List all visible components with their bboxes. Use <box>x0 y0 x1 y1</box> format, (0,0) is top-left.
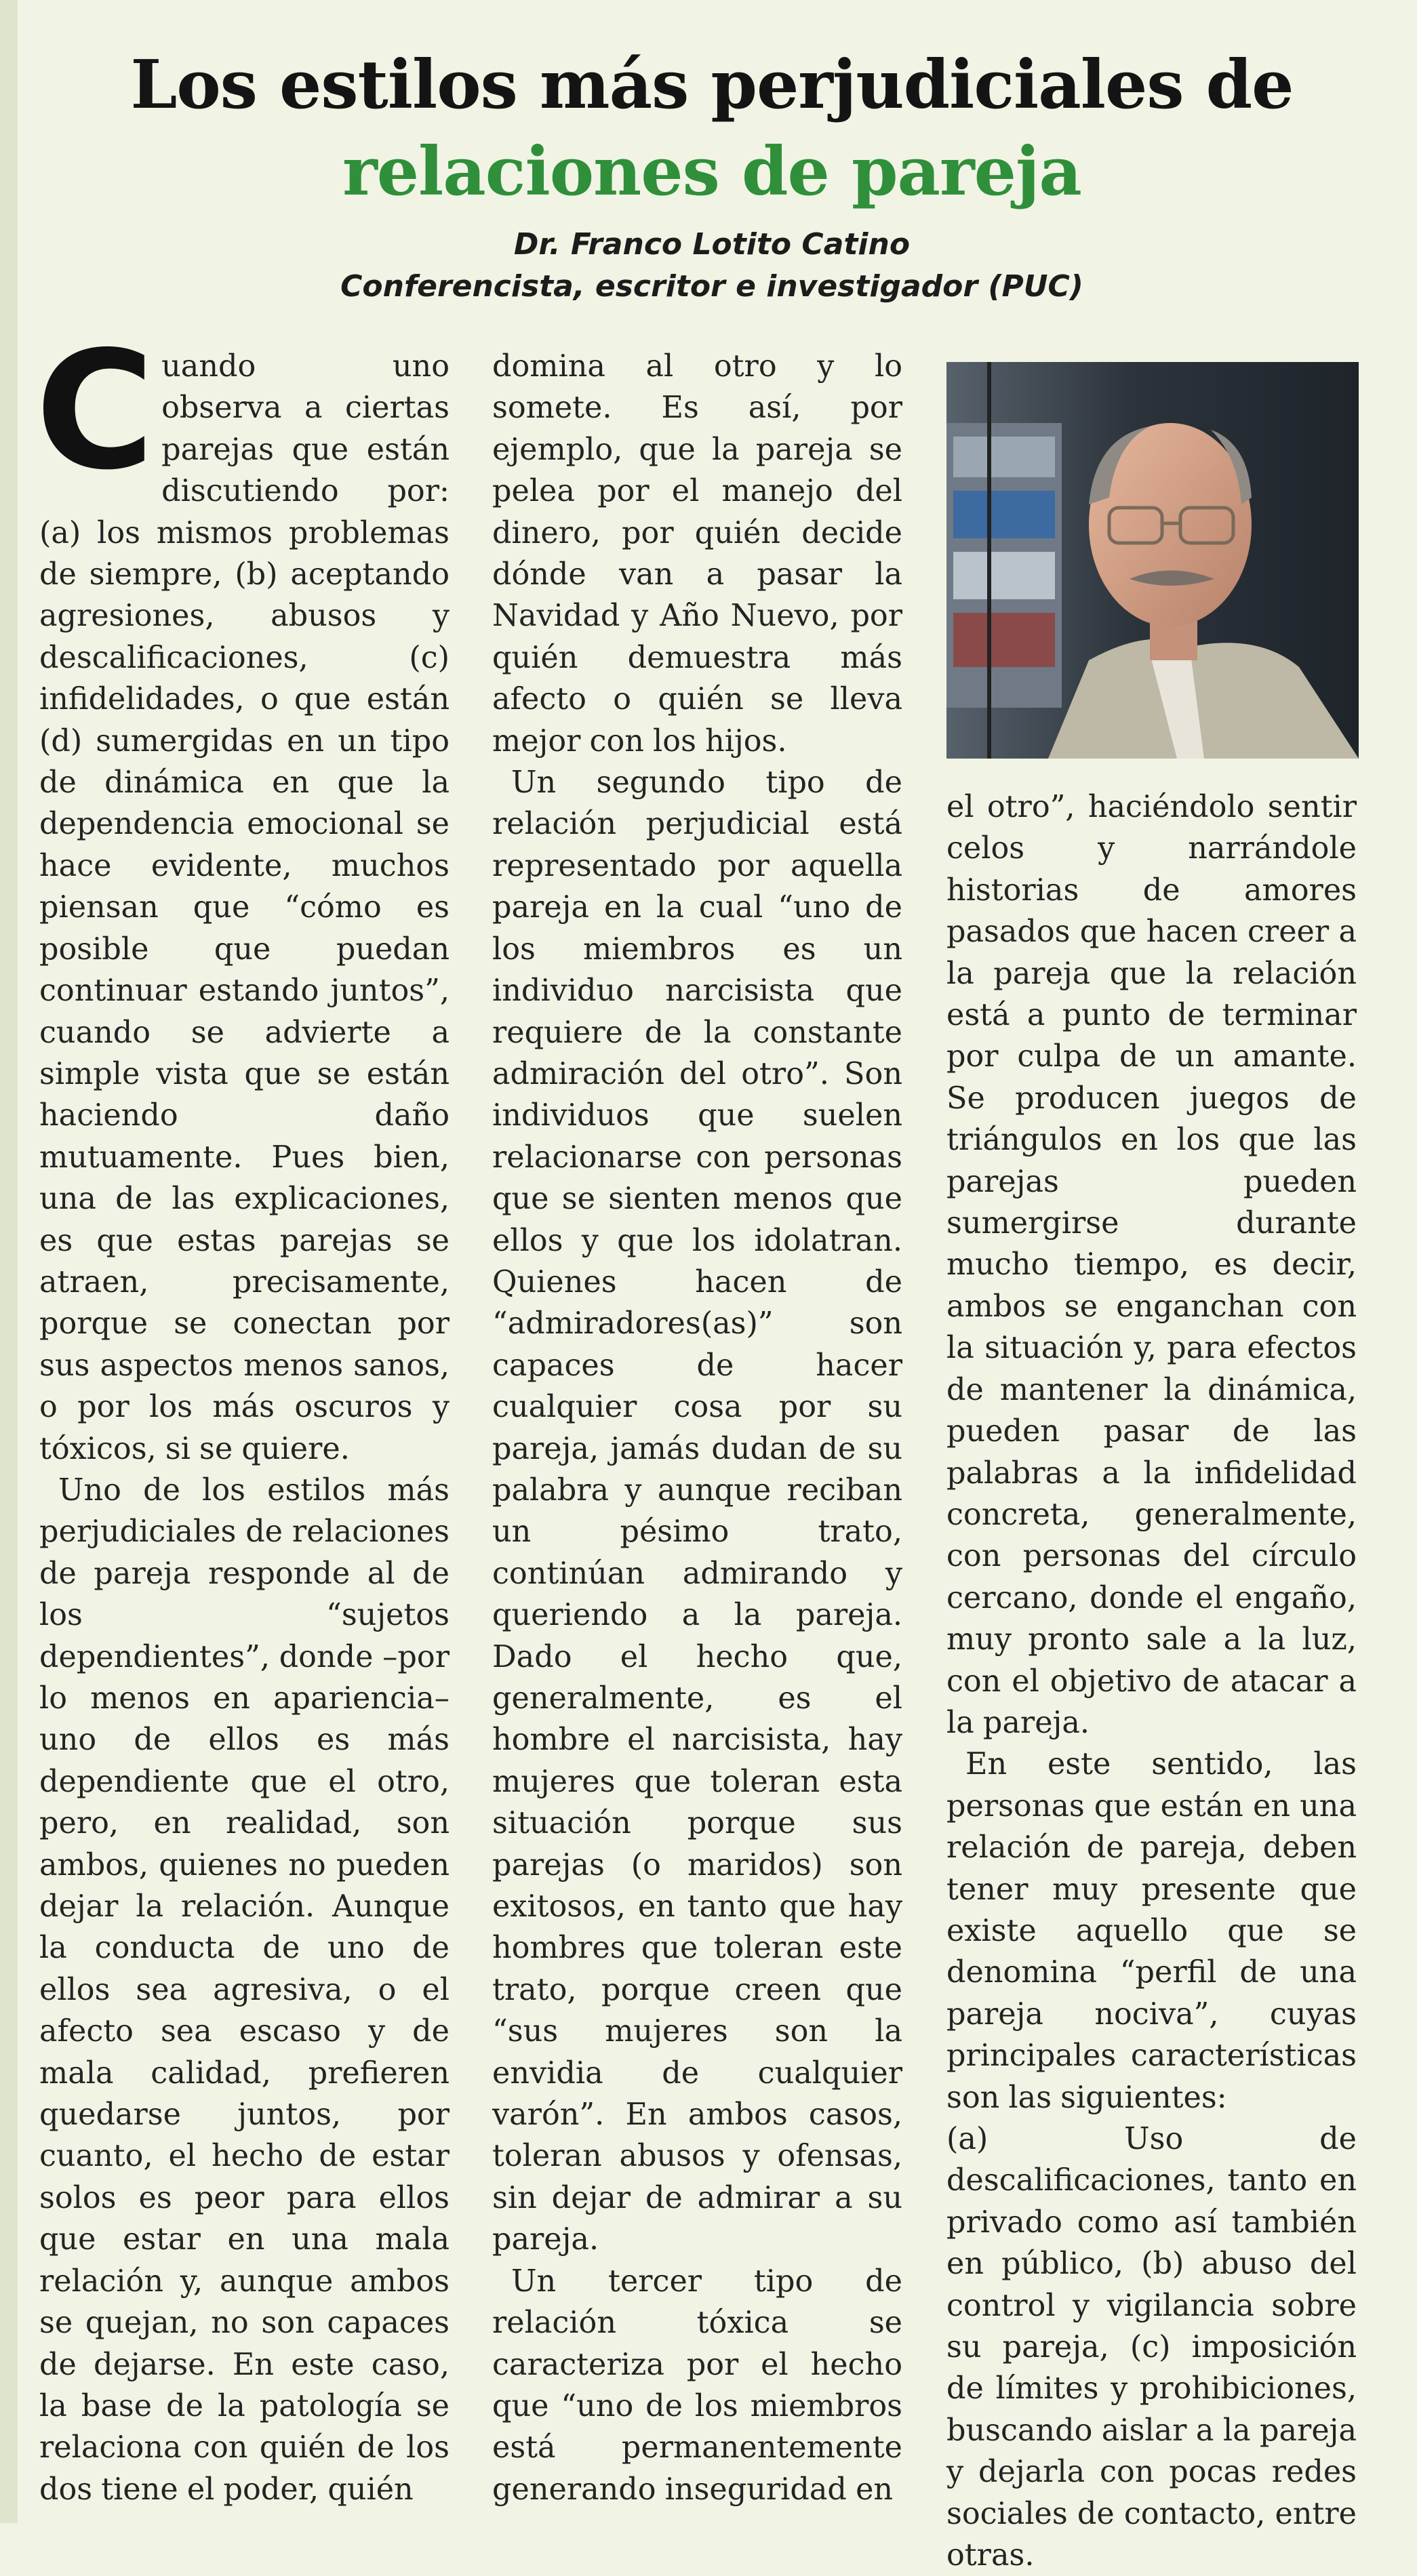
paragraph: Un segundo tipo de relación perjudicial está representado por aquella pareja en la cual “uno de los miembros es un individuo narcisista que requiere de la constante admiración del otro”. Son individuos que suelen relacionarse con personas que se sienten menos que ellos y que los idolatran. Quienes hacen de “admiradores(as)” son capaces de hacer cualquier cosa por su pareja, jamás dudan de su palabra y aunque reciban un pésimo trato, continúan admirando y queriendo a la pareja. Dado el hecho que, generalmente, es el hombre el narcisista, hay mujeres que toleran esta situación porque sus parejas (o maridos) son exitosos, en tanto que hay hombres que toleran este trato, porque creen que “sus mujeres son la envidia de cualquier varón”. En ambos casos, toleran abusos y ofensas, sin dejar de admirar a su pareja. <box>492 765 902 2257</box>
headline-line-2: relaciones de pareja <box>342 133 1081 211</box>
paragraph: el otro”, haciéndolo sentir celos y narrándole historias de amores pasados que hacen creer a la pareja que la relación está a punto de terminar por culpa de un amante. Se producen juegos de triángulos en los que las parejas pueden sumergirse durante mucho tiempo, es decir, ambos se enganchan con la situación y, para efectos de mantener la dinámica, pueden pasar de las palabras a la infidelidad concreta, generalmente, con personas del círculo cercano, donde el engaño, muy pronto sale a la luz, con el objetivo de atacar a la pareja. <box>946 790 1357 1740</box>
drop-cap: C <box>35 316 155 506</box>
author-name: Dr. Franco Lotito Catino <box>513 227 911 262</box>
paragraph: En este sentido, las personas que están en una relación de pareja, deben tener muy presente que existe aquello que se denomina “perfil de una pareja nociva”, cuyas principales características son las siguientes: <box>946 1747 1357 2115</box>
paragraph: Un tercer tipo de relación tóxica se caracteriza por el hecho que “uno de los miembros está permanentemente generando inseguridad en <box>492 2263 902 2507</box>
paragraph-text: uando uno observa a ciertas parejas que están discutiendo por: (a) los mismos problemas de siempre, (b) aceptando agresiones, abusos y descalificaciones, (c) infidelidades, o que están (d) sumergidas en un tipo de dinámica en que la dependencia emocional se hace evidente, muchos piensan que “cómo es posible que puedan continuar estando juntos”, cuando se advierte a simple vista que se están haciendo daño mutuamente. Pues bien, una de las explicaciones, es que estas parejas se atraen, precisamente, porque se conectan por sus aspectos menos sanos, o por los más oscuros y tóxicos, si se quiere. <box>39 349 450 1466</box>
page-edge-margin <box>0 0 18 2523</box>
paragraph <box>35 316 450 1470</box>
paragraph: (a) Uso de descalificaciones, tanto en privado como así también en público, (b) abuso del control y vigilancia sobre su pareja, (c) imposición de límites y prohibiciones, buscando aislar a la pareja y dejarla con pocas redes sociales de contacto, entre otras. <box>946 2122 1357 2573</box>
article-column-3 <box>946 786 1357 2576</box>
paragraph: Uno de los estilos más perjudiciales de relaciones de pareja responde al de los “sujetos dependientes”, donde –por lo menos en apariencia– uno de ellos es más dependiente que el otro, pero, en realidad, son ambos, quienes no pueden dejar la relación. Aunque la conducta de uno de ellos sea agresiva, o el afecto sea escaso y de mala calidad, prefieren quedarse juntos, por cuanto, el hecho de estar solos es peor para ellos que estar en una mala relación y, aunque ambos se quejan, no son capaces de dejarse. En este caso, la base de la patología se relaciona con quién de los dos tiene el poder, quién <box>39 1472 450 2507</box>
author-photo <box>946 362 1359 759</box>
headline-line-1: Los estilos más perjudiciales de <box>130 46 1294 124</box>
author-portrait-image <box>946 362 1359 759</box>
article-column-1 <box>35 316 450 2510</box>
article-column-2 <box>492 346 902 2510</box>
author-byline <box>41 224 1383 308</box>
article-headline <box>41 42 1383 216</box>
paragraph: domina al otro y lo somete. Es así, por ejemplo, que la pareja se pelea por el manejo del dinero, por quién decide dónde van a pasar la Navidad y Año Nuevo, por quién demuestra más afecto o quién se lleva mejor con los hijos. <box>492 349 902 759</box>
author-role: Conferencista, escritor e investigador (PUC) <box>340 269 1083 304</box>
